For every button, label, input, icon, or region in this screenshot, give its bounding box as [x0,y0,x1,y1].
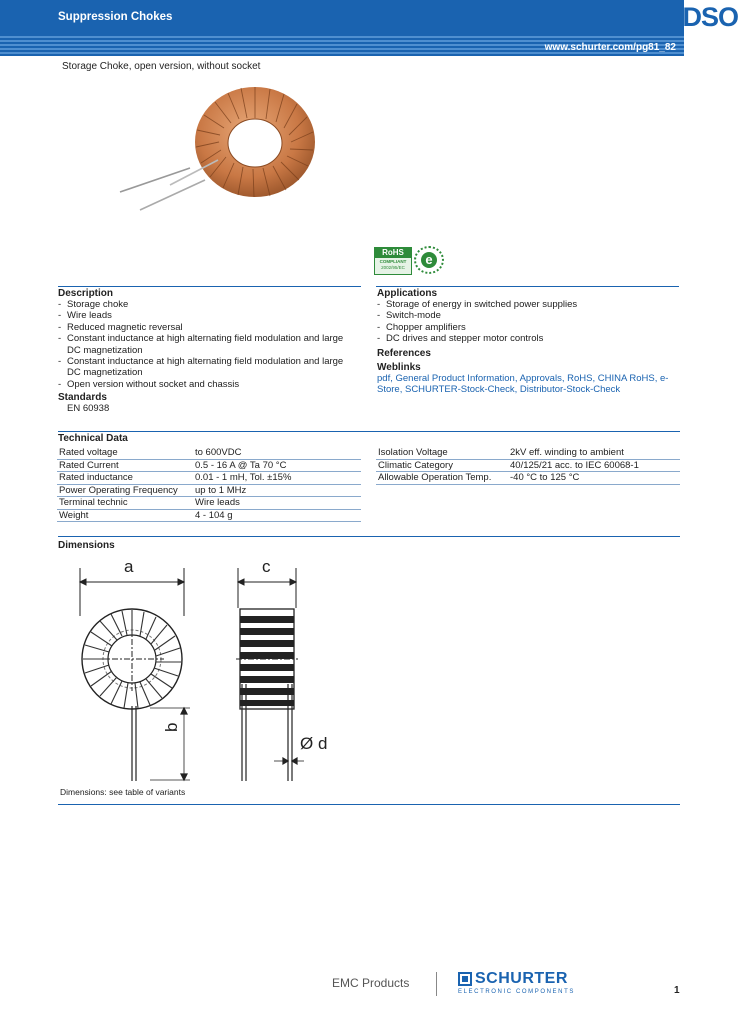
footer-emc-products: EMC Products [332,976,410,990]
rohs-directive: 2002/95/EC [381,265,405,270]
table-cell: Rated inductance [57,472,193,485]
table-row [57,472,361,485]
table-cell: Power Operating Frequency [57,484,193,497]
table-cell: Allowable Operation Temp. [376,472,508,485]
applications-item: - Chopper amplifiers [377,322,677,333]
table-cell: to 600VDC [193,447,361,459]
standards-item: EN 60938 [67,403,110,415]
references-heading: References [377,347,431,359]
description-heading: Description [58,288,114,299]
table-cell: Weight [57,509,193,522]
applications-item: - DC drives and stepper motor controls [377,333,677,344]
table-cell: Wire leads [193,497,361,510]
table-cell: 0.01 - 1 mH, Tol. ±15% [193,472,361,485]
dimension-a-label: a [124,557,134,576]
applications-rule [376,286,679,287]
table-row [57,509,361,522]
description-rule [58,286,361,287]
dimension-c-label: c [262,557,271,576]
technical-data-table-right [376,447,680,485]
technical-data-heading: Technical Data [58,433,128,444]
table-row [376,447,680,459]
description-section [58,288,358,415]
table-cell: Terminal technic [57,497,193,510]
weblinks-heading: Weblinks [377,361,421,373]
description-item: - Storage choke [58,299,358,310]
applications-heading: Applications [377,288,438,299]
header-title: Suppression Chokes [58,11,173,23]
dimensions-rule [58,536,680,537]
table-row [57,484,361,497]
description-item: - Reduced magnetic reversal [58,322,358,333]
table-row [376,472,680,485]
e-mark-badge [414,246,444,274]
dimension-drawing [60,556,360,792]
table-cell: Climatic Category [376,459,508,472]
table-cell: Rated Current [57,459,193,472]
applications-item: - Storage of energy in switched power supplies [377,299,677,310]
table-cell: -40 °C to 125 °C [508,472,680,485]
technical-data-rule [58,431,680,432]
logo-subtext: ELECTRONIC COMPONENTS [458,989,575,995]
table-cell: Rated voltage [57,447,193,459]
dimension-d-label: Ø d [300,734,328,753]
dimension-b-label: b [162,722,181,732]
applications-item: - Switch-mode [377,310,677,321]
choke-photo [110,80,330,215]
description-item: - Constant inductance at high alternating field modulation and large DC magnetization [58,356,358,379]
rohs-title: RoHS [375,248,411,258]
table-row [57,497,361,510]
footer-separator [436,972,437,996]
table-cell: 0.5 - 16 A @ Ta 70 °C [193,459,361,472]
page-number: 1 [674,985,680,996]
applications-list [377,299,677,345]
table-row [57,447,361,459]
rohs-compliant: COMPLIANT [379,259,407,264]
description-item: - Wire leads [58,310,358,321]
rohs-badge [374,247,412,275]
schurter-logo [458,970,575,995]
description-list [58,299,358,390]
standards-heading: Standards [58,392,107,404]
logo-square-icon [458,972,472,986]
table-cell: Isolation Voltage [376,447,508,459]
dimensions-bottom-rule [58,804,680,805]
e-mark-icon: e [421,252,437,268]
applications-section [377,288,677,395]
table-cell: up to 1 MHz [193,484,361,497]
product-subtitle: Storage Choke, open version, without socket [62,61,261,72]
description-item: - Constant inductance at high alternating field modulation and large DC magnetization [58,333,358,356]
logo-text: SCHURTER [475,970,568,987]
table-cell: 2kV eff. winding to ambient [508,447,680,459]
dimensions-heading: Dimensions [58,540,115,551]
table-cell: 40/125/21 acc. to IEC 60068-1 [508,459,680,472]
dimensions-note: Dimensions: see table of variants [60,787,186,797]
weblinks-links[interactable]: pdf, General Product Information, Approvals, RoHS, CHINA RoHS, e-Store, SCHURTER-Stock-Check, Distributor-Stock-Check [377,372,669,395]
table-cell: 4 - 104 g [193,509,361,522]
technical-data-table-left [57,447,361,522]
table-row [57,459,361,472]
product-code: DSO [682,2,738,32]
header-url[interactable]: www.schurter.com/pg81_82 [544,42,676,53]
description-item: - Open version without socket and chassis [58,379,358,390]
table-row [376,459,680,472]
